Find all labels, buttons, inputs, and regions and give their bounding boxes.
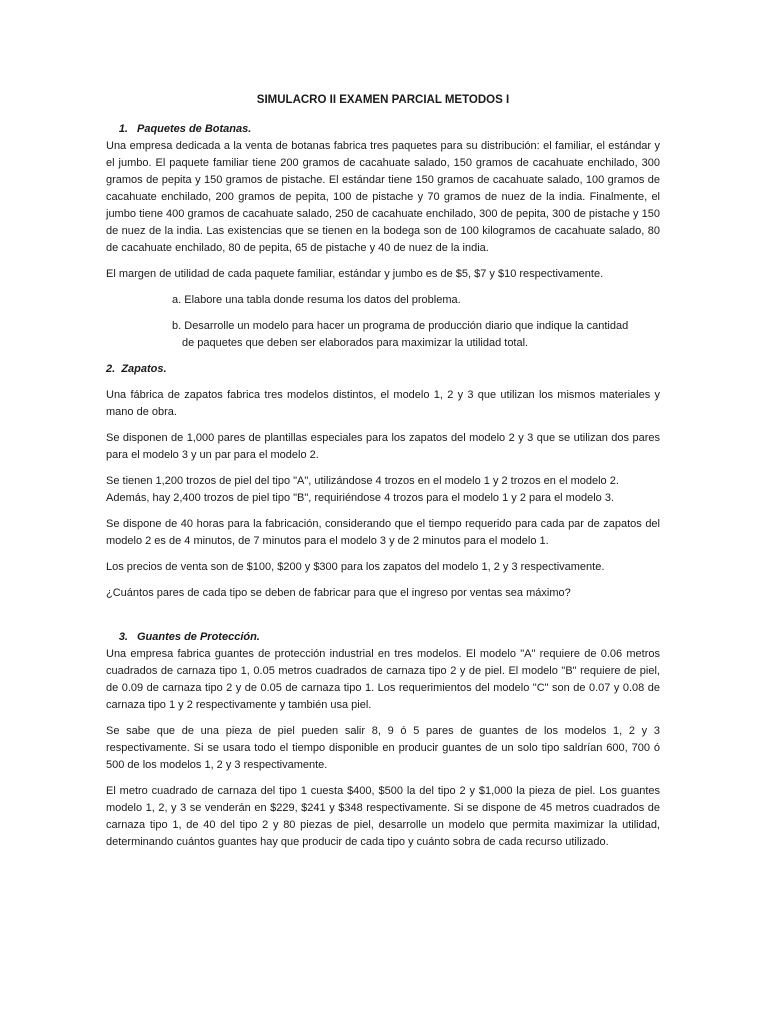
problem-1-item-b: [172, 318, 660, 352]
problem-3-title: Guantes de Protección.: [137, 631, 260, 643]
problem-1-paragraph-1: Una empresa dedicada a la venta de botanas fabrica tres paquetes para su distribución: el familiar, el estándar y el jumbo. El paquete familiar tiene 200 gramos de cacahuate salado, 150 gramos de cacahuate enchilado, 300 gramos de pepita y 150 gramos de pistache. El estándar tiene 150 gramos de cacahuate salado, 100 gramos de cacahuate enchilado, 200 gramos de pepita, 100 de pistache y 70 gramos de nuez de la india. Finalmente, el jumbo tiene 400 gramos de cacahuate salado, 250 de cacahuate enchilado, 300 de pepita, 300 de pistache y 150 de nuez de la india. Las existencias que se tienen en la bodega son de 100 kilogramos de cacahuate salado, 80 de cacahuate enchilado, 80 de pepita, 65 de pistache y 40 de nuez de la india.: [106, 140, 660, 254]
problem-3-number: 3.: [118, 631, 128, 643]
item-b-text-line-1: Desarrolle un modelo para hacer un programa de producción diario que indique la cantidad: [184, 320, 629, 332]
document-title: SIMULACRO II EXAMEN PARCIAL METODOS I: [256, 94, 510, 106]
problem-2-paragraph-3: [106, 473, 660, 507]
problem-2-number: 2.: [106, 363, 116, 375]
document-body: [106, 92, 660, 860]
problem-3-paragraph-1: Una empresa fabrica guantes de protección industrial en tres modelos. El modelo "A" requiere de 0.06 metros cuadrados de carnaza tipo 1, 0.05 metros cuadrados de carnaza tipo 2 y de piel. El modelo "B" requiere de piel, de 0.09 de carnaza tipo 2 y de 0.05 de carnaza tipo 1. Los requerimientos del modelo "C" son de 0.07 y 0.08 de carnaza tipo 1 y 2 respectivamente y también usa piel.: [106, 648, 660, 711]
problem-1-title: Paquetes de Botanas.: [137, 123, 252, 135]
problem-1-heading: [106, 121, 660, 138]
problem-3-heading: [106, 629, 660, 646]
item-a-text: Elabore una tabla donde resuma los datos del problema.: [184, 294, 461, 306]
item-b-label: b.: [172, 320, 182, 332]
problem-1-number: 1.: [118, 123, 128, 135]
problem-2-paragraph-6: ¿Cuántos pares de cada tipo se deben de fabricar para que el ingreso por ventas sea máximo?: [106, 587, 571, 599]
problem-3-paragraph-3: El metro cuadrado de carnaza del tipo 1 cuesta $400, $500 la del tipo 2 y $1,000 la pieza de piel. Los guantes modelo 1, 2, y 3 se venderán en $229, $241 y $348 respectivamente. Si se dispone de 45 metros cuadrados de carnaza tipo 1, de 40 del tipo 2 y 80 piezas de piel, desarrolle un modelo que permita maximizar la utilidad, determinando cuántos guantes hay que producir de cada tipo y cuánto sobra de cada recurso utilizado.: [106, 785, 660, 848]
problem-2-paragraph-5: Los precios de venta son de $100, $200 y $300 para los zapatos del modelo 1, 2 y 3 respectivamente.: [106, 561, 605, 573]
problem-2-heading: [106, 361, 660, 378]
section-spacer: [106, 611, 660, 629]
problem-2-paragraph-1: Una fábrica de zapatos fabrica tres modelos distintos, el modelo 1, 2 y 3 que utilizan los mismos materiales y mano de obra.: [106, 389, 660, 418]
problem-2-paragraph-3-line-2: Además, hay 2,400 trozos de piel tipo "B", requiriéndose 4 trozos para el modelo 1 y 2 para el modelo 3.: [106, 492, 614, 504]
problem-2-paragraph-3-line-1: Se tienen 1,200 trozos de piel del tipo "A", utilizándose 4 trozos en el modelo 1 y 2 trozos en el modelo 2.: [106, 475, 619, 487]
problem-2-paragraph-4: Se dispone de 40 horas para la fabricación, considerando que el tiempo requerido para cada par de zapatos del modelo 2 es de 4 minutos, de 7 minutos para el modelo 3 y de 2 minutos para el modelo 1.: [106, 518, 660, 547]
item-a-label: a.: [172, 294, 182, 306]
item-b-text-line-2: de paquetes que deben ser elaborados para maximizar la utilidad total.: [182, 337, 529, 349]
problem-2-paragraph-2: Se disponen de 1,000 pares de plantillas especiales para los zapatos del modelo 2 y 3 que se utilizan dos pares para el modelo 3 y un par para el modelo 2.: [106, 432, 660, 461]
problem-3-paragraph-2: Se sabe que de una pieza de piel pueden salir 8, 9 ó 5 pares de guantes de los modelos 1, 2 y 3 respectivamente. Si se usara todo el tiempo disponible en producir guantes de un solo tipo saldrían 600, 700 ó 500 de los modelos 1, 2 y 3 respectivamente.: [106, 725, 660, 771]
problem-1-paragraph-2: El margen de utilidad de cada paquete familiar, estándar y jumbo es de $5, $7 y $10 respectivamente.: [106, 268, 604, 280]
problem-2-title: Zapatos.: [121, 363, 167, 375]
problem-1-item-a: [172, 292, 660, 309]
